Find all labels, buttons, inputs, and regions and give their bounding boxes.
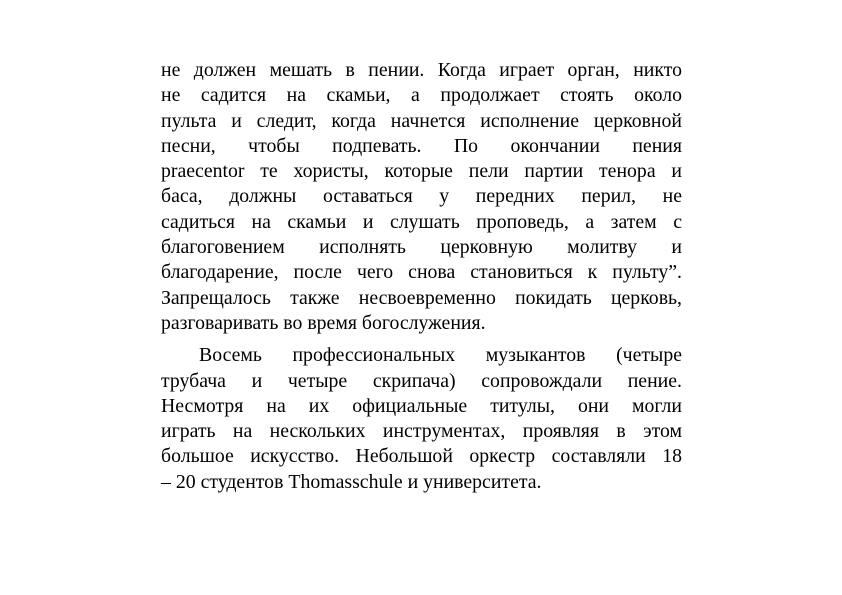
text-line: praecentor те хористы, которые пели партии тенора и (161, 160, 682, 183)
paragraph-1 (161, 58, 682, 336)
text-line: играть на нескольких инструментах, проявляя в этом (161, 420, 682, 443)
paragraph-2 (161, 343, 682, 495)
text-line: благоговением исполнять церковную молитву и (161, 236, 682, 259)
text-line: садиться на скамьи и слушать проповедь, а затем с (161, 210, 682, 233)
text-line: разговаривать во время богослужения. (161, 311, 486, 334)
text-line: трубача и четыре скрипача) сопровождали пение. (161, 369, 682, 392)
text-line: – 20 студентов Thomasschule и университета. (161, 470, 542, 493)
text-line: песни, чтобы подпевать. По окончании пения (161, 134, 682, 157)
text-line: баса, должны оставаться у передних перил, не (161, 185, 682, 208)
text-line: не должен мешать в пении. Когда играет орган, никто (161, 59, 682, 81)
text-line: большое искусство. Небольшой оркестр составляли 18 (161, 445, 682, 468)
text-line: Несмотря на их официальные титулы, они могли (161, 394, 682, 417)
text-line: благодарение, после чего снова становиться к пульту”. (161, 261, 682, 284)
text-line: пульта и следит, когда начнется исполнение церковной (161, 109, 682, 132)
text-line: Восемь профессиональных музыкантов (четыре (199, 344, 682, 367)
paragraph-gap (161, 336, 682, 343)
text-line: Запрещалось также несвоевременно покидать церковь, (161, 286, 682, 309)
body-text (161, 58, 682, 495)
text-line: не садится на скамьи, а продолжает стоять около (161, 84, 682, 107)
